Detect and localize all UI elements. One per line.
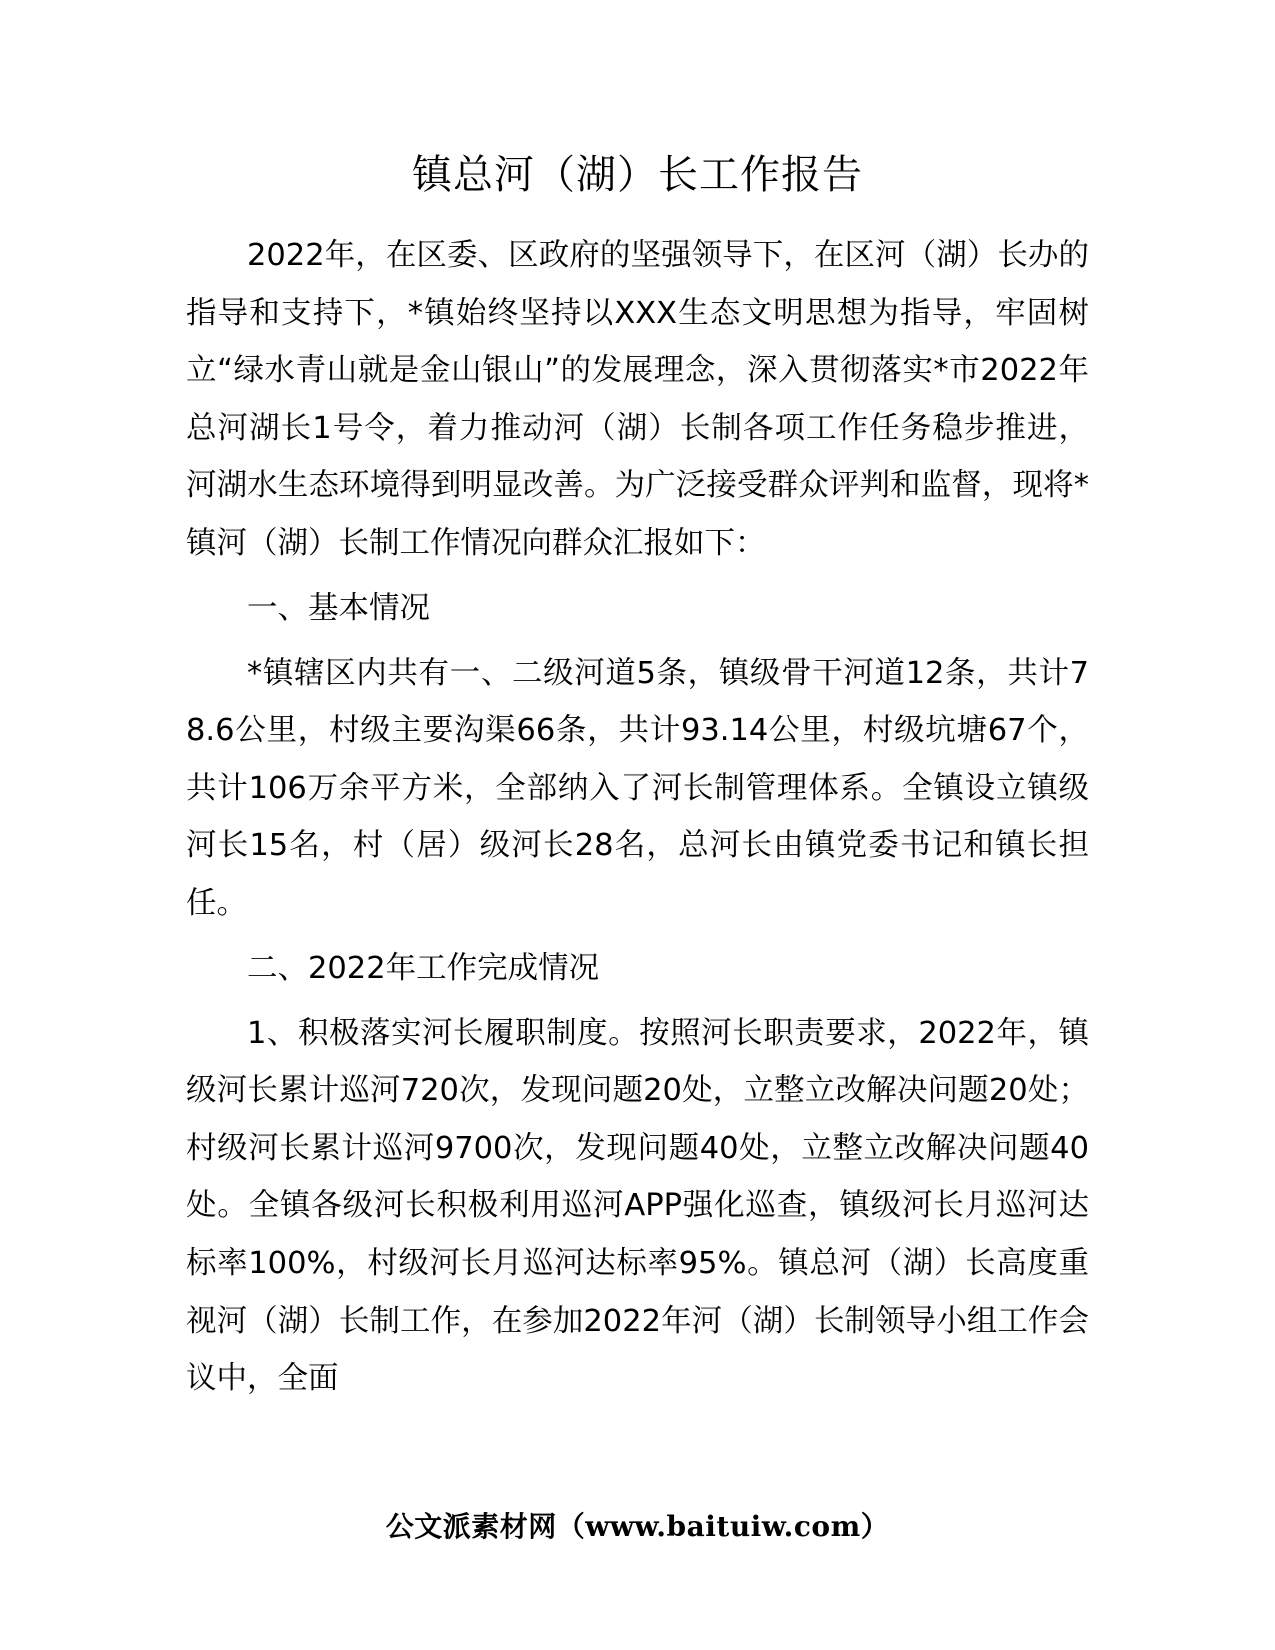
work-completion-paragraph: 1、积极落实河长履职制度。按照河长职责要求，2022年，镇级河长累计巡河720次，发现问题20处，立整立改解决问题20处；村级河长累计巡河9700次，发现问题40处，立整立改解决问题40处。全镇各级河长积极利用巡河APP强化巡查，镇级河长月巡河达标率100%，村级河长月巡河达标率95%。镇总河（湖）长高度重视河（湖）长制工作，在参加2022年河（湖）长制领导小组工作会议中，全面 [186, 1015, 1089, 1397]
section-heading-basic-situation: 一、基本情况 [247, 590, 430, 626]
intro-paragraph: 2022年，在区委、区政府的坚强领导下，在区河（湖）长办的指导和支持下，*镇始终坚持以XXX生态文明思想为指导，牢固树立“绿水青山就是金山银山”的发展理念，深入贯彻落实*市2022年总河湖长1号令，着力推动河（湖）长制各项工作任务稳步推进，河湖水生态环境得到明显改善。为广泛接受群众评判和监督，现将*镇河（湖）长制工作情况向群众汇报如下： [186, 238, 1089, 561]
footer-watermark: 公文派素材网（www.baituiw.com） [385, 1510, 890, 1543]
document-title: 镇总河（湖）长工作报告 [412, 152, 863, 198]
document-body [186, 227, 1089, 1408]
basic-situation-paragraph: *镇辖区内共有一、二级河道5条，镇级骨干河道12条，共计78.6公里，村级主要沟渠66条，共计93.14公里，村级坑塘67个，共计106万余平方米，全部纳入了河长制管理体系。全镇设立镇级河长15名，村（居）级河长28名，总河长由镇党委书记和镇长担任。 [186, 655, 1089, 921]
section-heading-work-completion: 二、2022年工作完成情况 [247, 950, 600, 986]
